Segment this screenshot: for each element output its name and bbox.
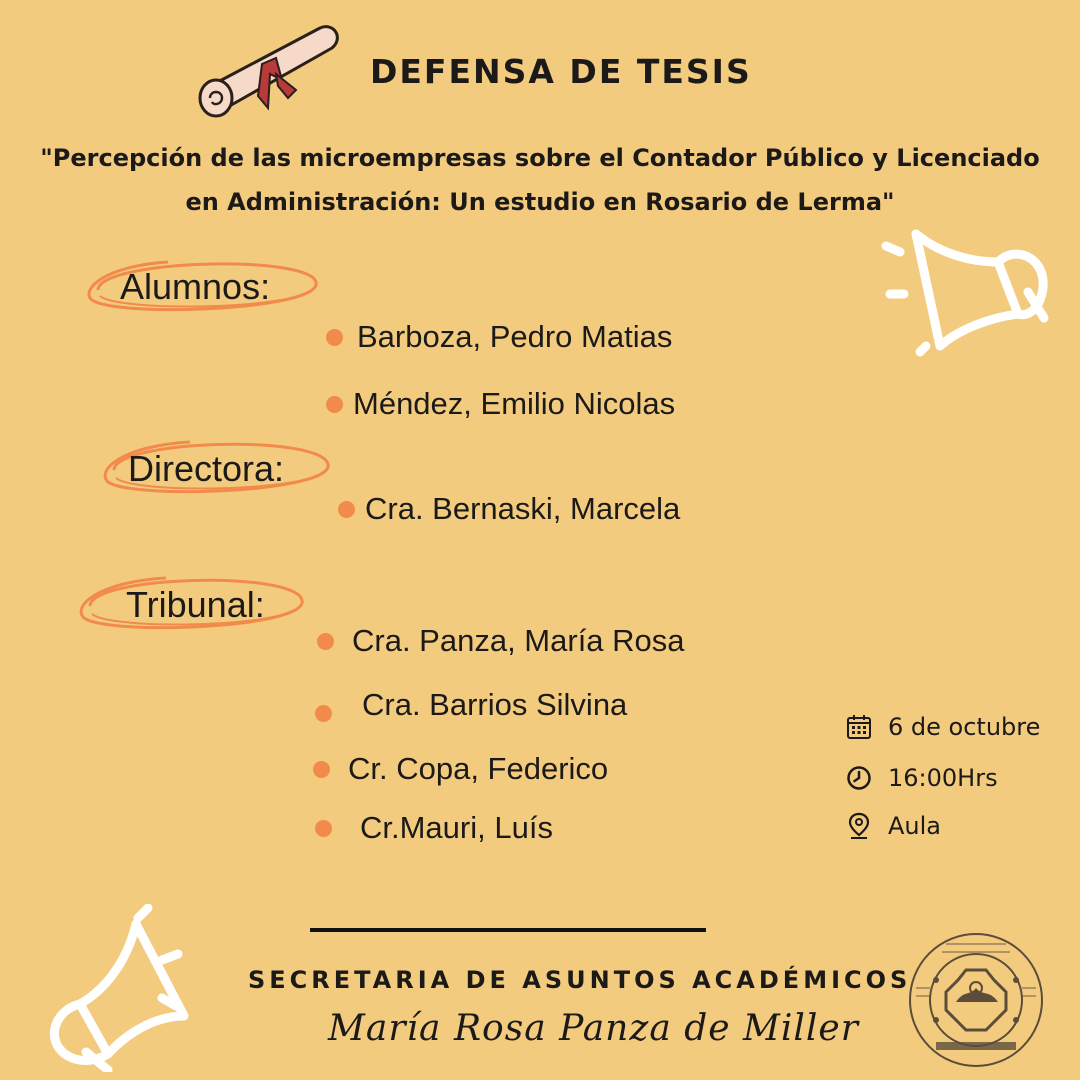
alumno-name: Méndez, Emilio Nicolas xyxy=(353,386,676,421)
faculty-seal xyxy=(906,930,1046,1070)
event-date-text: 6 de octubre xyxy=(888,713,1041,741)
location-pin-icon xyxy=(846,812,872,840)
directora-name: Cra. Bernaski, Marcela xyxy=(365,491,681,526)
event-place-text: Aula xyxy=(888,812,942,840)
tribunal-name: Cra. Panza, María Rosa xyxy=(352,623,685,658)
bullet-dot xyxy=(317,633,334,650)
thesis-title-line-1: "Percepción de las microempresas sobre el Contador Público y Licenciado xyxy=(40,144,1040,172)
list-item xyxy=(338,491,680,527)
list-item xyxy=(315,810,553,846)
bullet-dot xyxy=(315,820,332,837)
calendar-icon xyxy=(846,714,872,740)
clock-icon xyxy=(846,765,872,791)
list-item xyxy=(326,386,675,422)
signature: María Rosa Panza de Miller xyxy=(328,1008,859,1049)
page-title: DEFENSA DE TESIS xyxy=(370,52,752,91)
thesis-title xyxy=(0,136,1080,224)
bullet-dot xyxy=(313,761,330,778)
list-item xyxy=(326,319,672,355)
list-item xyxy=(317,623,685,659)
list-item xyxy=(313,751,608,787)
alumno-name: Barboza, Pedro Matias xyxy=(357,319,673,354)
bullet-dot xyxy=(326,396,343,413)
megaphone-icon xyxy=(878,222,1058,358)
tribunal-name: Cr.Mauri, Luís xyxy=(360,810,553,845)
bullet-dot xyxy=(338,501,355,518)
thesis-title-line-2: en Administración: Un estudio en Rosario de Lerma" xyxy=(185,188,895,216)
alumnos-label: Alumnos: xyxy=(120,266,271,307)
bullet-dot xyxy=(326,329,343,346)
event-time-text: 16:00Hrs xyxy=(888,764,998,792)
list-item xyxy=(315,687,627,723)
event-place xyxy=(846,812,941,840)
divider xyxy=(310,928,706,932)
tribunal-label: Tribunal: xyxy=(126,584,265,625)
secretaria-title: SECRETARIA DE ASUNTOS ACADÉMICOS xyxy=(248,966,912,994)
directora-label: Directora: xyxy=(128,448,285,489)
megaphone-icon xyxy=(24,904,200,1072)
diploma-scroll-icon xyxy=(192,20,348,124)
tribunal-name: Cra. Barrios Silvina xyxy=(362,687,628,722)
bullet-dot xyxy=(315,705,332,722)
event-time xyxy=(846,764,998,792)
tribunal-name: Cr. Copa, Federico xyxy=(348,751,609,786)
event-date xyxy=(846,713,1040,741)
